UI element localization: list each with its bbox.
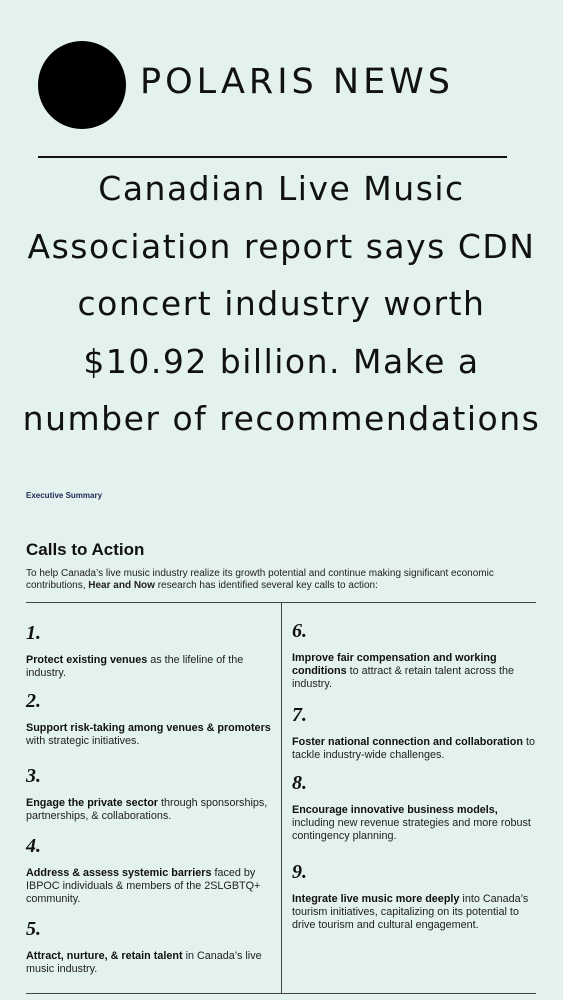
list-item bbox=[292, 861, 542, 932]
item-text: Support risk-taking among venues & promoters with strategic initiatives. bbox=[26, 722, 271, 747]
item-text: Address & assess systemic barriers faced by IBPOC individuals & members of the 2SLGBTQ+ community. bbox=[26, 867, 261, 905]
item-text: Integrate live music more deeply into Canada’s tourism initiatives, capitalizing on its potential to drive tourism and cultural engagement. bbox=[292, 893, 529, 931]
list-item bbox=[292, 620, 542, 691]
section-label: Executive Summary bbox=[26, 491, 103, 500]
intro-text-post: research has identified several key calls to action: bbox=[154, 580, 378, 591]
report-intro bbox=[26, 568, 546, 592]
item-text: Improve fair compensation and working conditions to attract & retain talent across the industry. bbox=[292, 652, 515, 690]
item-text: Protect existing venues as the lifeline of the industry. bbox=[26, 654, 244, 679]
column-divider bbox=[281, 603, 282, 993]
list-item bbox=[292, 772, 542, 843]
item-number: 8. bbox=[292, 772, 307, 794]
list-item bbox=[26, 622, 271, 680]
list-item bbox=[26, 690, 271, 748]
headline: Canadian Live Music Association report says CDN concert industry worth $10.92 billion. Make a number of recommendations bbox=[22, 169, 541, 438]
item-number: 3. bbox=[26, 765, 41, 787]
item-number: 7. bbox=[292, 704, 307, 726]
list-item bbox=[26, 918, 271, 976]
item-text: Engage the private sector through sponsorships, partnerships, & collaborations. bbox=[26, 797, 268, 822]
intro-text-bold: Hear and Now bbox=[88, 580, 155, 591]
list-item bbox=[26, 765, 271, 823]
item-text: Foster national connection and collaboration to tackle industry-wide challenges. bbox=[292, 736, 535, 761]
list-bottom-divider bbox=[26, 993, 536, 994]
item-text: Encourage innovative business models, including new revenue strategies and more robust contingency planning. bbox=[292, 804, 531, 842]
item-number: 9. bbox=[292, 861, 307, 883]
item-number: 1. bbox=[26, 622, 41, 644]
item-number: 5. bbox=[26, 918, 41, 940]
list-item bbox=[26, 835, 271, 906]
item-number: 2. bbox=[26, 690, 41, 712]
report-title: Calls to Action bbox=[26, 540, 145, 559]
list-item bbox=[292, 704, 542, 762]
item-number: 6. bbox=[292, 620, 307, 642]
logo-circle bbox=[38, 41, 126, 129]
top-divider bbox=[38, 156, 507, 158]
intro-text-pre: To help Canada’s live music industry realize its growth potential and continue making significant economic contributions, bbox=[26, 568, 494, 591]
brand-name: POLARIS NEWS bbox=[140, 62, 455, 102]
item-number: 4. bbox=[26, 835, 41, 857]
item-text: Attract, nurture, & retain talent in Canada’s live music industry. bbox=[26, 950, 262, 975]
